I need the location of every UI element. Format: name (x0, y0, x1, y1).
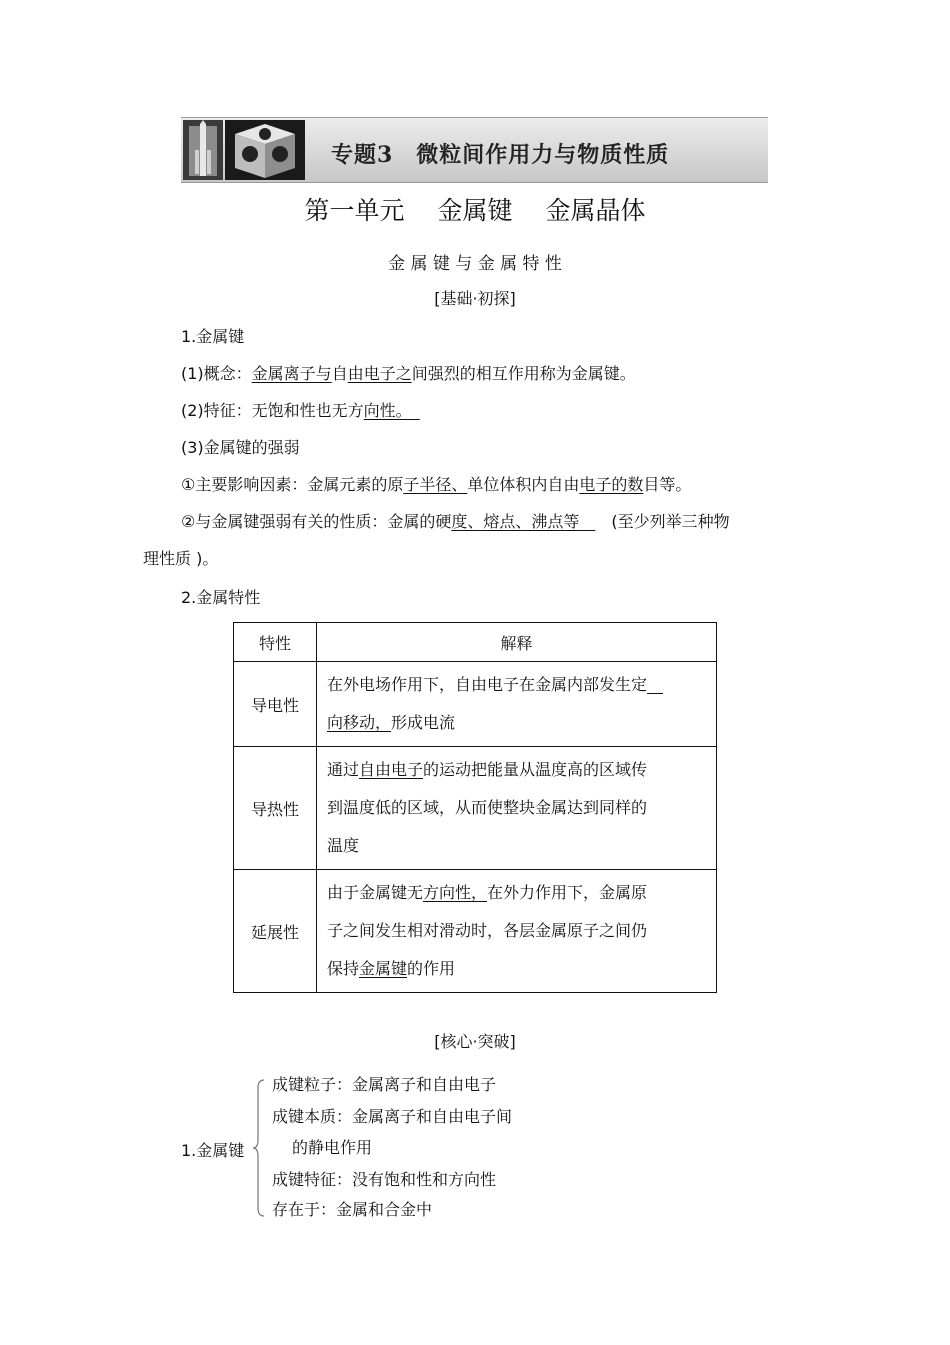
core-lead: 1.金属键 (181, 1141, 245, 1160)
core-item: 成键本质：金属离子和自由电子间 (272, 1107, 513, 1126)
rocket-photo-icon (183, 120, 223, 180)
section-title: 金 属 键 与 金 属 特 性 (388, 254, 562, 274)
header-property: 特性 (234, 623, 317, 662)
chapter-title: 专题3 微粒间作用力与物质性质 (331, 142, 670, 168)
property-name: 导电性 (234, 662, 317, 747)
unit-title: 第一单元 金属键 金属晶体 (304, 196, 646, 225)
core-item: 的静电作用 (292, 1138, 373, 1157)
property-name: 延展性 (234, 870, 317, 993)
core-item: 存在于：金属和合金中 (272, 1200, 433, 1219)
table-row (234, 747, 717, 870)
property-explanation: 通过自由电子的运动把能量从温度高的区域传 到温度低的区域，从而使整块金属达到同样的 温度 (317, 747, 717, 870)
chapter-banner (181, 117, 768, 183)
table-row (234, 662, 717, 747)
metal-properties-heading: 2.金属特性 (181, 588, 261, 607)
related-properties-line: ②与金属键强弱有关的性质：金属的硬度、熔点、沸点等 (至少列举三种物 (181, 512, 730, 531)
feature-line: (2)特征：无饱和性也无方向性。 (181, 401, 404, 420)
strength-line: (3)金属键的强弱 (181, 438, 300, 457)
property-explanation: 在外电场作用下，自由电子在金属内部发生定 向移动，形成电流 (317, 662, 717, 747)
basic-label: [基础·初探] (434, 289, 516, 308)
header-explanation: 解释 (317, 623, 717, 662)
table-row (234, 870, 717, 993)
left-brace-icon (252, 1078, 266, 1218)
crystal-cube-icon (225, 120, 305, 180)
property-explanation: 由于金属键无方向性，在外力作用下，金属原 子之间发生相对滑动时，各层金属原子之间仍 保持金属键的作用 (317, 870, 717, 993)
properties-table (233, 622, 717, 993)
table-header-row (234, 623, 717, 662)
core-label: [核心·突破] (434, 1032, 516, 1051)
core-item: 成键粒子：金属离子和自由电子 (272, 1075, 497, 1094)
metallic-bond-heading: 1.金属键 (181, 327, 245, 346)
property-name: 导热性 (234, 747, 317, 870)
factor-line: ①主要影响因素：金属元素的原子半径、单位体积内自由电子的数目等。 (181, 475, 692, 494)
core-item: 成键特征：没有饱和性和方向性 (272, 1170, 497, 1189)
related-properties-cont: 理性质 )。 (143, 549, 219, 568)
concept-line: (1)概念：金属离子与自由电子之间强烈的相互作用称为金属键。 (181, 364, 636, 383)
